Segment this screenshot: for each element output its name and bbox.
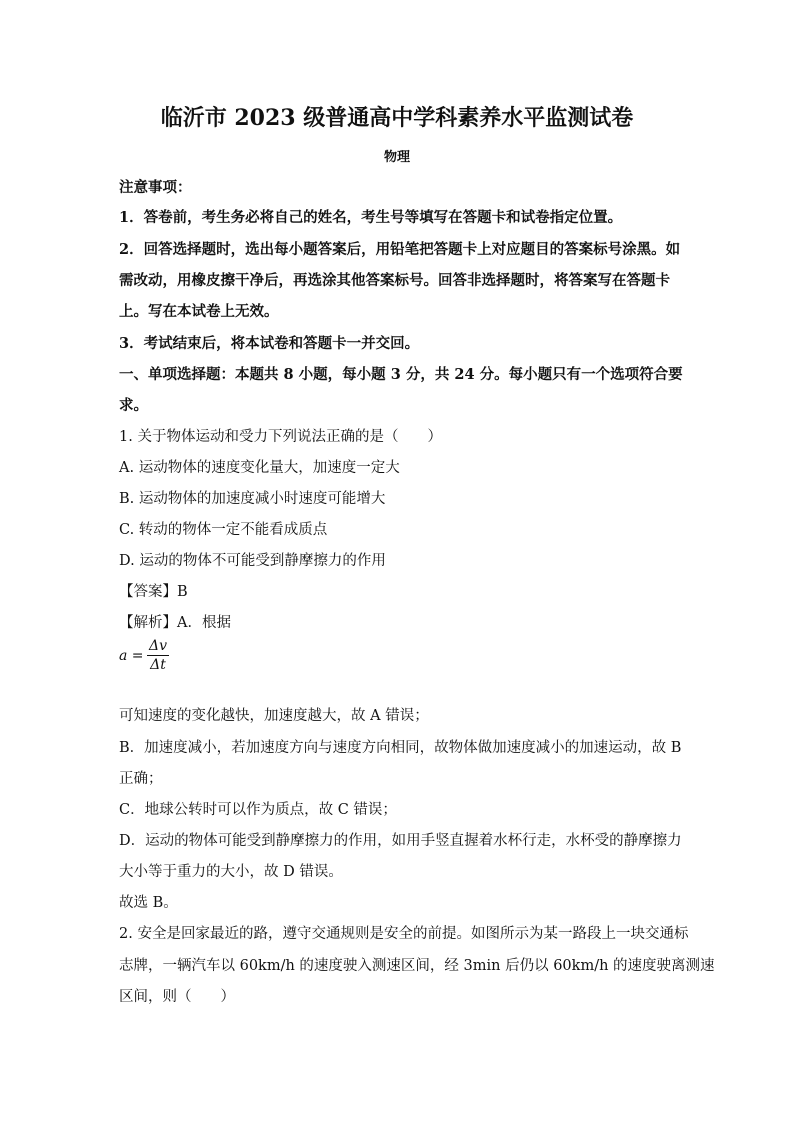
explanation-b-line-2: 正确；: [119, 771, 163, 787]
question-2-line-1: 2. 安全是回家最近的路，遵守交通规则是安全的前提。如图所示为某一路段上一块交通标: [119, 926, 689, 942]
question-1-answer: 【答案】B: [119, 584, 188, 600]
section-heading-line-2: 求。: [119, 397, 148, 414]
explanation-d-line-1: D．运动的物体可能受到静摩擦力的作用，如用手竖直握着水杯行走，水杯受的静摩擦力: [119, 833, 682, 849]
question-2-line-2: 志牌，一辆汽车以 60km/h 的速度驶入测速区间，经 3min 后仍以 60km/h 的速度驶离测速: [119, 958, 715, 974]
question-1-option-d: D. 运动的物体不可能受到静摩擦力的作用: [119, 553, 386, 569]
question-1-conclusion: 故选 B。: [119, 895, 178, 911]
subject-label: 物理: [383, 150, 410, 165]
formula-denominator: Δt: [150, 657, 166, 673]
question-1-option-b: B. 运动物体的加速度减小时速度可能增大: [119, 491, 386, 507]
formula-numerator: Δv: [148, 638, 168, 654]
question-1-option-a: A. 运动物体的速度变化量大，加速度一定大: [119, 460, 400, 476]
explanation-c: C．地球公转时可以作为质点，故 C 错误；: [119, 802, 397, 818]
exam-title: 临沂市 2023 级普通高中学科素养水平监测试卷: [160, 105, 634, 131]
explanation-b-line-1: B．加速度减小，若加速度方向与速度方向相同，故物体做加速度减小的加速运动，故 B: [119, 740, 682, 756]
notice-item-1: 1．答卷前，考生务必将自己的姓名，考生号等填写在答题卡和试卷指定位置。: [119, 209, 623, 226]
formula-fraction: [147, 638, 169, 673]
explanation-a: 可知速度的变化越快，加速度越大，故 A 错误；: [119, 708, 429, 724]
question-1-stem: 1. 关于物体运动和受力下列说法正确的是（ ）: [119, 429, 442, 445]
notice-heading: 注意事项：: [119, 179, 192, 196]
explanation-d-line-2: 大小等于重力的大小，故 D 错误。: [119, 864, 343, 880]
section-heading-line-1: 一、单项选择题：本题共 8 小题，每小题 3 分，共 24 分。每小题只有一个选项符合要: [119, 366, 683, 383]
formula-lhs: a =: [119, 648, 144, 664]
notice-item-3: 3．考试结束后，将本试卷和答题卡一并交回。: [119, 335, 420, 352]
question-1-analysis-intro: 【解析】A．根据: [119, 615, 231, 631]
notice-item-2-line-3: 上。写在本试卷上无效。: [119, 303, 279, 320]
notice-item-2-line-1: 2．回答选择题时，选出每小题答案后，用铅笔把答题卡上对应题目的答案标号涂黑。如: [119, 241, 681, 258]
notice-item-2-line-2: 需改动，用橡皮擦干净后，再选涂其他答案标号。回答非选择题时，将答案写在答题卡: [119, 272, 670, 289]
question-2-line-3: 区间，则（ ）: [119, 989, 235, 1005]
question-1-option-c: C. 转动的物体一定不能看成质点: [119, 522, 328, 538]
